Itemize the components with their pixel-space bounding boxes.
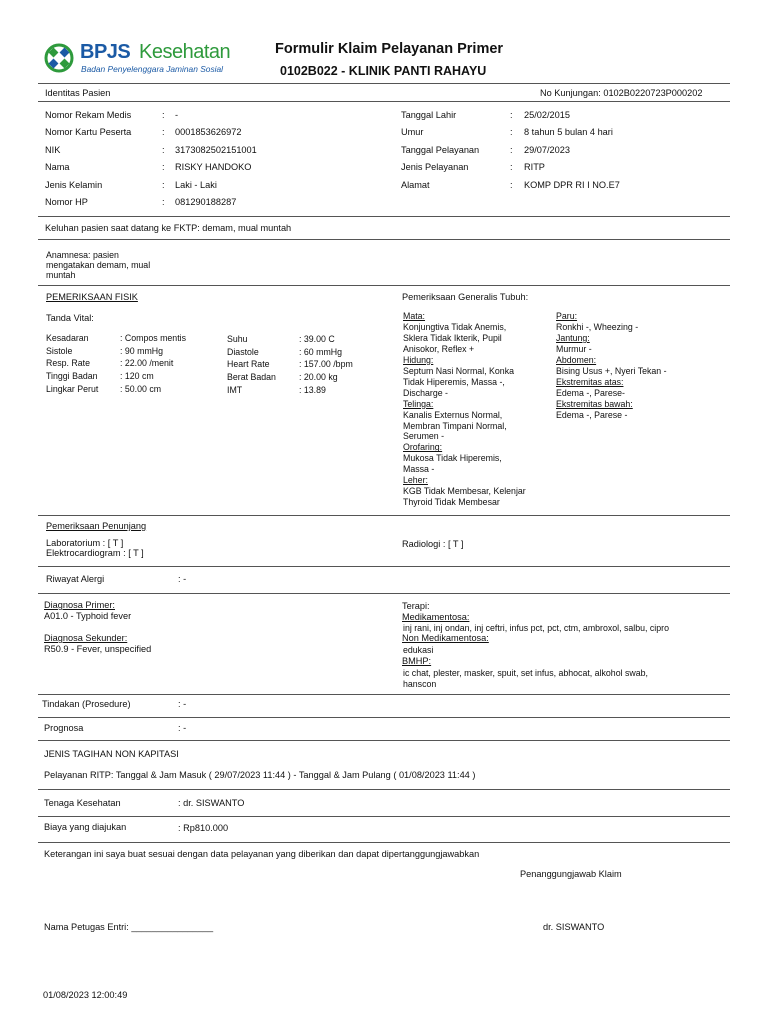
- generalis-heading: Telinga:: [403, 398, 434, 409]
- vital-label: IMT: [227, 385, 243, 395]
- identitas-value: 0001853626972: [175, 127, 242, 137]
- non-medikamentosa-value: edukasi: [403, 645, 434, 655]
- colon: :: [510, 180, 513, 190]
- divider: [38, 593, 730, 594]
- generalis-finding: KGB Tidak Membesar, Kelenjar: [403, 486, 526, 497]
- radiologi: Radiologi : [ T ]: [402, 539, 464, 549]
- pemeriksaan-fisik-title: PEMERIKSAAN FISIK: [46, 292, 138, 302]
- divider: [38, 694, 730, 695]
- identitas-label: Umur: [401, 127, 424, 137]
- divider: [38, 566, 730, 567]
- anamnesa-line-3: muntah: [46, 270, 76, 280]
- penunjang-title: Pemeriksaan Penunjang: [46, 521, 147, 531]
- keterangan-statement: Keterangan ini saya buat sesuai dengan data pelayanan yang diberikan dan dapat dipertanggungjawabkan: [44, 849, 480, 859]
- diagnosa-sekunder-label: Diagnosa Sekunder:: [44, 633, 128, 643]
- generalis-finding: Thyroid Tidak Membesar: [403, 497, 500, 508]
- generalis-finding: Mukosa Tidak Hiperemis,: [403, 453, 502, 464]
- colon: :: [162, 162, 165, 172]
- vital-value: : Compos mentis: [120, 333, 186, 343]
- identitas-label: Jenis Kelamin: [45, 180, 103, 190]
- generalis-finding: Septum Nasi Normal, Konka: [403, 365, 514, 376]
- medikamentosa-value: inj rani, inj ondan, inj ceftri, infus pct, pct, ctm, ambroxol, salbu, cipro: [403, 623, 669, 633]
- identitas-section-label: Identitas Pasien: [45, 88, 111, 98]
- vital-value: : 22.00 /menit: [120, 358, 174, 368]
- identitas-value: RISKY HANDOKO: [175, 162, 252, 172]
- no-kunjungan: No Kunjungan: 0102B0220723P000202: [540, 88, 703, 98]
- generalis-title: Pemeriksaan Generalis Tubuh:: [402, 292, 529, 302]
- vital-label: Tinggi Badan: [46, 371, 98, 381]
- vital-value: : 90 mmHg: [120, 346, 164, 356]
- bmhp-value-line-1: ic chat, plester, masker, spuit, set infus, abhocat, alkohol swab,: [403, 668, 648, 678]
- vital-label: Heart Rate: [227, 359, 270, 369]
- elektrocardiogram: Elektrocardiogram : [ T ]: [46, 548, 144, 558]
- brand-name-kesehatan: Kesehatan: [139, 41, 231, 63]
- anamnesa-line-2: mengatakan demam, mual: [46, 260, 151, 270]
- identitas-label: Tanggal Pelayanan: [401, 145, 480, 155]
- clinic-subtitle: 0102B022 - KLINIK PANTI RAHAYU: [280, 64, 487, 78]
- anamnesa-line-1: Anamnesa: pasien: [46, 250, 119, 260]
- laboratorium: Laboratorium : [ T ]: [46, 538, 124, 548]
- vital-label: Lingkar Perut: [46, 384, 99, 394]
- identitas-value: KOMP DPR RI I NO.E7: [524, 180, 620, 190]
- tenaga-kesehatan-label: Tenaga Kesehatan: [44, 798, 121, 808]
- tenaga-kesehatan-value: : dr. SISWANTO: [178, 798, 245, 808]
- identitas-value: 25/02/2015: [524, 110, 570, 120]
- generalis-heading: Jantung:: [556, 332, 590, 343]
- nama-petugas-entri: Nama Petugas Entri: ________________: [44, 922, 214, 932]
- vital-value: : 60 mmHg: [299, 347, 343, 357]
- bmhp-value-line-2: hanscon: [403, 679, 437, 689]
- generalis-heading: Ekstremitas bawah:: [556, 398, 633, 409]
- tindakan-label: Tindakan (Prosedure): [42, 699, 131, 709]
- generalis-finding: Edema -, Parese-: [556, 387, 625, 398]
- vital-label: Diastole: [227, 347, 259, 357]
- generalis-heading: Hidung:: [403, 354, 434, 365]
- vital-label: Berat Badan: [227, 372, 276, 382]
- pelayanan-ritp-detail: Pelayanan RITP: Tanggal & Jam Masuk ( 29/07/2023 11:44 ) - Tanggal & Jam Pulang ( 01/08/2023 11:44 ): [44, 770, 476, 780]
- generalis-finding: Membran Timpani Normal,: [403, 420, 507, 431]
- identitas-value: -: [175, 110, 179, 120]
- generalis-finding: Murmur -: [556, 343, 592, 354]
- divider: [38, 515, 730, 516]
- generalis-finding: Sklera Tidak Ikterik, Pupil: [403, 332, 502, 343]
- generalis-heading: Paru:: [556, 311, 578, 321]
- colon: :: [162, 110, 165, 120]
- vital-label: Suhu: [227, 334, 248, 344]
- identitas-value: 29/07/2023: [524, 145, 570, 155]
- generalis-heading: Orofaring:: [403, 442, 443, 453]
- biaya-value: : Rp810.000: [178, 823, 229, 833]
- vital-label: Resp. Rate: [46, 358, 91, 368]
- generalis-heading: Ekstremitas atas:: [556, 376, 624, 387]
- divider: [38, 239, 730, 240]
- identitas-label: Alamat: [401, 180, 430, 190]
- generalis-finding: Serumen -: [403, 431, 445, 442]
- colon: :: [510, 145, 513, 155]
- jenis-tagihan-title: JENIS TAGIHAN NON KAPITASI: [44, 749, 179, 759]
- colon: :: [510, 162, 513, 172]
- medikamentosa-label: Medikamentosa:: [402, 612, 470, 622]
- identitas-label: Nama: [45, 162, 70, 172]
- generalis-finding: Discharge -: [403, 387, 448, 398]
- generalis-finding: Massa -: [403, 464, 435, 475]
- vital-label: Kesadaran: [46, 333, 89, 343]
- diagnosa-primer-value: A01.0 - Typhoid fever: [44, 611, 132, 621]
- identitas-label: Tanggal Lahir: [401, 110, 457, 120]
- riwayat-alergi-value: : -: [178, 574, 187, 584]
- biaya-label: Biaya yang diajukan: [44, 822, 127, 832]
- vital-value: : 120 cm: [120, 371, 154, 381]
- colon: :: [162, 145, 165, 155]
- tindakan-value: : -: [178, 699, 187, 709]
- identitas-label: Jenis Pelayanan: [401, 162, 469, 172]
- identitas-label: Nomor Rekam Medis: [45, 110, 132, 120]
- divider: [38, 83, 730, 84]
- generalis-finding: Kanalis Externus Normal,: [403, 409, 503, 420]
- tanda-vital-label: Tanda Vital:: [46, 313, 94, 323]
- identitas-label: NIK: [45, 145, 61, 155]
- generalis-finding: Konjungtiva Tidak Anemis,: [403, 321, 507, 332]
- generalis-heading: Mata:: [403, 311, 426, 321]
- vital-value: : 13.89: [299, 385, 326, 395]
- divider: [38, 101, 730, 102]
- generalis-heading: Leher:: [403, 475, 428, 486]
- generalis-finding: Bising Usus +, Nyeri Tekan -: [556, 365, 667, 376]
- printed-timestamp: 01/08/2023 12:00:49: [43, 990, 128, 1000]
- generalis-finding: Edema -, Parese -: [556, 409, 628, 420]
- divider: [38, 816, 730, 817]
- diagnosa-primer-label: Diagnosa Primer:: [44, 600, 115, 610]
- vital-label: Sistole: [46, 346, 73, 356]
- identitas-label: Nomor Kartu Peserta: [45, 127, 132, 137]
- generalis-finding: Tidak Hiperemis, Massa -,: [403, 376, 505, 387]
- divider: [38, 842, 730, 843]
- identitas-value: RITP: [524, 162, 545, 172]
- dokter-signature-name: dr. SISWANTO: [543, 922, 605, 932]
- colon: :: [162, 127, 165, 137]
- identitas-label: Nomor HP: [45, 197, 88, 207]
- divider: [38, 285, 730, 286]
- prognosa-value: : -: [178, 723, 187, 733]
- terapi-label: Terapi:: [402, 601, 430, 611]
- keluhan-text: Keluhan pasien saat datang ke FKTP: demam, mual muntah: [45, 223, 292, 233]
- vital-value: : 50.00 cm: [120, 384, 162, 394]
- brand-tagline: Badan Penyelenggara Jaminan Sosial: [81, 64, 224, 74]
- vital-value: : 20.00 kg: [299, 372, 338, 382]
- bpjs-logo-icon: [44, 43, 74, 73]
- generalis-finding: Ronkhi -, Wheezing -: [556, 321, 639, 332]
- brand-name: BPJS: [80, 41, 131, 63]
- bmhp-label: BMHP:: [402, 656, 432, 666]
- identitas-value: 8 tahun 5 bulan 4 hari: [524, 127, 613, 137]
- vital-value: : 39.00 C: [299, 334, 335, 344]
- form-title: Formulir Klaim Pelayanan Primer: [275, 41, 504, 57]
- divider: [38, 789, 730, 790]
- generalis-finding: Anisokor, Reflex +: [403, 343, 475, 354]
- penanggungjawab-label: Penanggungjawab Klaim: [520, 869, 622, 879]
- divider: [38, 717, 730, 718]
- divider: [38, 216, 730, 217]
- diagnosa-sekunder-value: R50.9 - Fever, unspecified: [44, 644, 152, 654]
- identitas-value: 081290188287: [175, 197, 237, 207]
- colon: :: [162, 180, 165, 190]
- identitas-value: Laki - Laki: [175, 180, 217, 190]
- vital-value: : 157.00 /bpm: [299, 359, 353, 369]
- generalis-heading: Abdomen:: [556, 354, 597, 365]
- identitas-value: 3173082502151001: [175, 145, 257, 155]
- colon: :: [510, 127, 513, 137]
- colon: :: [162, 197, 165, 207]
- riwayat-alergi-label: Riwayat Alergi: [46, 574, 105, 584]
- prognosa-label: Prognosa: [44, 723, 84, 733]
- non-medikamentosa-label: Non Medikamentosa:: [402, 633, 489, 643]
- divider: [38, 740, 730, 741]
- colon: :: [510, 110, 513, 120]
